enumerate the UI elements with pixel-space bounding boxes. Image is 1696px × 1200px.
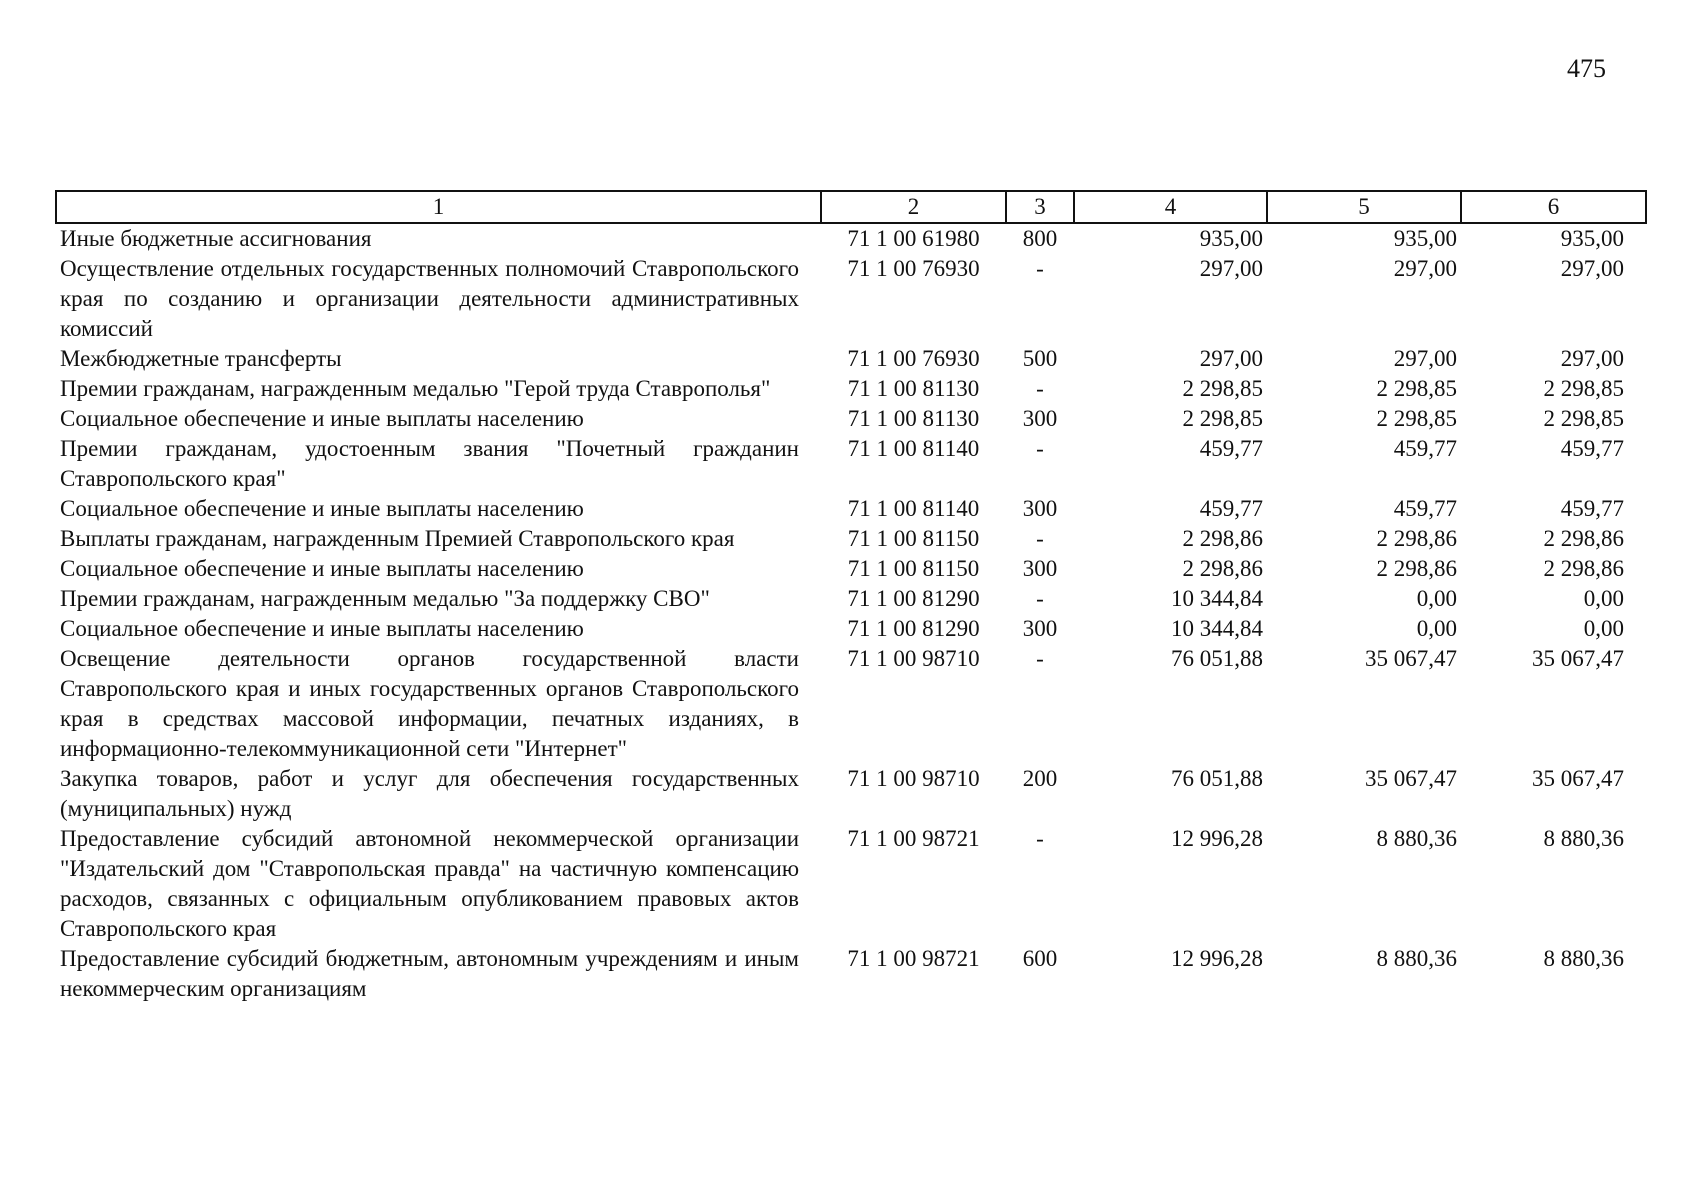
- row-value-2: 935,00: [1393, 226, 1457, 251]
- row-value-1: 76 051,88: [1171, 646, 1263, 671]
- table-row: [56, 223, 1646, 254]
- table-row: [56, 374, 1646, 404]
- row-type: 500: [1022, 346, 1058, 371]
- row-name: Межбюджетные трансферты: [60, 346, 342, 371]
- row-code: 71 1 00 81290: [847, 586, 980, 611]
- row-name: Премии гражданам, удостоенным звания "Почетный гражданин Ставропольского края": [60, 436, 799, 491]
- column-header-5: 5: [1267, 191, 1461, 223]
- row-name: Социальное обеспечение и иные выплаты населению: [60, 406, 584, 431]
- budget-table: [55, 190, 1647, 1004]
- row-type: 200: [1022, 766, 1058, 791]
- row-code: 71 1 00 98710: [847, 646, 980, 671]
- row-code: 71 1 00 81140: [847, 436, 980, 461]
- column-header-2: 2: [821, 191, 1006, 223]
- column-header-1: 1: [56, 191, 821, 223]
- row-code: 71 1 00 81150: [847, 526, 980, 551]
- table-row: [56, 434, 1646, 494]
- row-code: 71 1 00 98710: [847, 766, 980, 791]
- table-row: [56, 404, 1646, 434]
- row-value-2: 459,77: [1393, 496, 1457, 521]
- row-value-2: 8 880,36: [1376, 826, 1457, 851]
- row-value-2: 35 067,47: [1365, 646, 1457, 671]
- row-value-2: 0,00: [1416, 616, 1457, 641]
- row-value-1: 297,00: [1199, 346, 1263, 371]
- row-value-2: 2 298,85: [1376, 376, 1457, 401]
- row-type: -: [1036, 646, 1044, 671]
- row-name: Выплаты гражданам, награжденным Премией Ставропольского края: [60, 526, 735, 551]
- row-value-1: 935,00: [1199, 226, 1263, 251]
- table-row: [56, 254, 1646, 344]
- row-value-3: 297,00: [1560, 256, 1624, 281]
- row-name: Социальное обеспечение и иные выплаты населению: [60, 496, 584, 521]
- row-type: -: [1036, 376, 1044, 401]
- table-row: [56, 524, 1646, 554]
- row-type: -: [1036, 436, 1044, 461]
- row-code: 71 1 00 61980: [847, 226, 980, 251]
- row-value-2: 2 298,86: [1376, 526, 1457, 551]
- table-row: [56, 614, 1646, 644]
- row-value-1: 12 996,28: [1171, 826, 1263, 851]
- row-value-3: 0,00: [1583, 586, 1624, 611]
- row-name: Социальное обеспечение и иные выплаты населению: [60, 616, 584, 641]
- table-row: [56, 644, 1646, 764]
- row-value-2: 2 298,86: [1376, 556, 1457, 581]
- row-value-3: 0,00: [1583, 616, 1624, 641]
- column-header-3: 3: [1006, 191, 1074, 223]
- row-value-3: 459,77: [1560, 436, 1624, 461]
- row-value-1: 2 298,85: [1182, 376, 1263, 401]
- row-code: 71 1 00 81290: [847, 616, 980, 641]
- row-type: -: [1036, 586, 1044, 611]
- row-value-3: 297,00: [1560, 346, 1624, 371]
- row-value-2: 35 067,47: [1365, 766, 1457, 791]
- row-code: 71 1 00 81150: [847, 556, 980, 581]
- table-row: [56, 344, 1646, 374]
- row-type: -: [1036, 526, 1044, 551]
- row-value-2: 459,77: [1393, 436, 1457, 461]
- row-value-3: 8 880,36: [1543, 946, 1624, 971]
- row-name: Закупка товаров, работ и услуг для обеспечения государственных (муниципальных) нужд: [60, 766, 799, 821]
- row-value-3: 2 298,85: [1543, 376, 1624, 401]
- row-type: -: [1036, 826, 1044, 851]
- row-value-1: 2 298,86: [1182, 526, 1263, 551]
- row-value-1: 76 051,88: [1171, 766, 1263, 791]
- row-value-2: 297,00: [1393, 346, 1457, 371]
- row-value-2: 8 880,36: [1376, 946, 1457, 971]
- row-name: Предоставление субсидий бюджетным, автономным учреждениям и иным некоммерческим организациям: [60, 946, 799, 1001]
- row-code: 71 1 00 81130: [847, 406, 980, 431]
- row-value-3: 2 298,86: [1543, 556, 1624, 581]
- table-row: [56, 944, 1646, 1004]
- row-value-2: 2 298,85: [1376, 406, 1457, 431]
- row-code: 71 1 00 81130: [847, 376, 980, 401]
- row-type: 300: [1022, 406, 1058, 431]
- row-value-3: 2 298,85: [1543, 406, 1624, 431]
- row-value-1: 297,00: [1199, 256, 1263, 281]
- row-code: 71 1 00 76930: [847, 346, 980, 371]
- row-name: Премии гражданам, награжденным медалью "За поддержку СВО": [60, 586, 710, 611]
- row-name: Освещение деятельности органов государственной власти Ставропольского края и иных государственных органов Ставропольского края в средствах массовой информации, печатных изданиях, в информационно-телекоммуникационной сети "Интернет": [60, 646, 799, 761]
- row-code: 71 1 00 76930: [847, 256, 980, 281]
- row-value-3: 35 067,47: [1532, 646, 1624, 671]
- row-name: Иные бюджетные ассигнования: [60, 226, 372, 251]
- table-row: [56, 824, 1646, 944]
- row-name: Премии гражданам, награжденным медалью "Герой труда Ставрополья": [60, 376, 771, 401]
- table-row: [56, 554, 1646, 584]
- row-code: 71 1 00 98721: [847, 826, 980, 851]
- page-number: 475: [1567, 54, 1606, 83]
- column-header-6: 6: [1461, 191, 1646, 223]
- row-value-1: 459,77: [1199, 436, 1263, 461]
- row-name: Осуществление отдельных государственных полномочий Ставропольского края по созданию и организации деятельности административных комиссий: [60, 256, 799, 341]
- row-type: 300: [1022, 616, 1058, 641]
- row-value-3: 2 298,86: [1543, 526, 1624, 551]
- row-value-1: 10 344,84: [1171, 586, 1263, 611]
- row-type: 300: [1022, 556, 1058, 581]
- row-value-1: 2 298,86: [1182, 556, 1263, 581]
- row-value-3: 459,77: [1560, 496, 1624, 521]
- row-value-2: 0,00: [1416, 586, 1457, 611]
- row-name: Предоставление субсидий автономной некоммерческой организации "Издательский дом "Ставропольская правда" на частичную компенсацию расходов, связанных с официальным опубликованием правовых актов Ставропольского края: [60, 826, 799, 941]
- row-type: -: [1036, 256, 1044, 281]
- row-type: 300: [1022, 496, 1058, 521]
- row-value-3: 8 880,36: [1543, 826, 1624, 851]
- table-row: [56, 584, 1646, 614]
- row-code: 71 1 00 81140: [847, 496, 980, 521]
- row-name: Социальное обеспечение и иные выплаты населению: [60, 556, 584, 581]
- row-value-1: 459,77: [1199, 496, 1263, 521]
- row-value-3: 935,00: [1560, 226, 1624, 251]
- row-value-1: 12 996,28: [1171, 946, 1263, 971]
- row-code: 71 1 00 98721: [847, 946, 980, 971]
- row-type: 800: [1022, 226, 1058, 251]
- header-row: [56, 191, 1646, 223]
- row-value-3: 35 067,47: [1532, 766, 1624, 791]
- row-value-2: 297,00: [1393, 256, 1457, 281]
- table-row: [56, 764, 1646, 824]
- row-type: 600: [1022, 946, 1058, 971]
- row-value-1: 10 344,84: [1171, 616, 1263, 641]
- column-header-4: 4: [1074, 191, 1267, 223]
- row-value-1: 2 298,85: [1182, 406, 1263, 431]
- table-row: [56, 494, 1646, 524]
